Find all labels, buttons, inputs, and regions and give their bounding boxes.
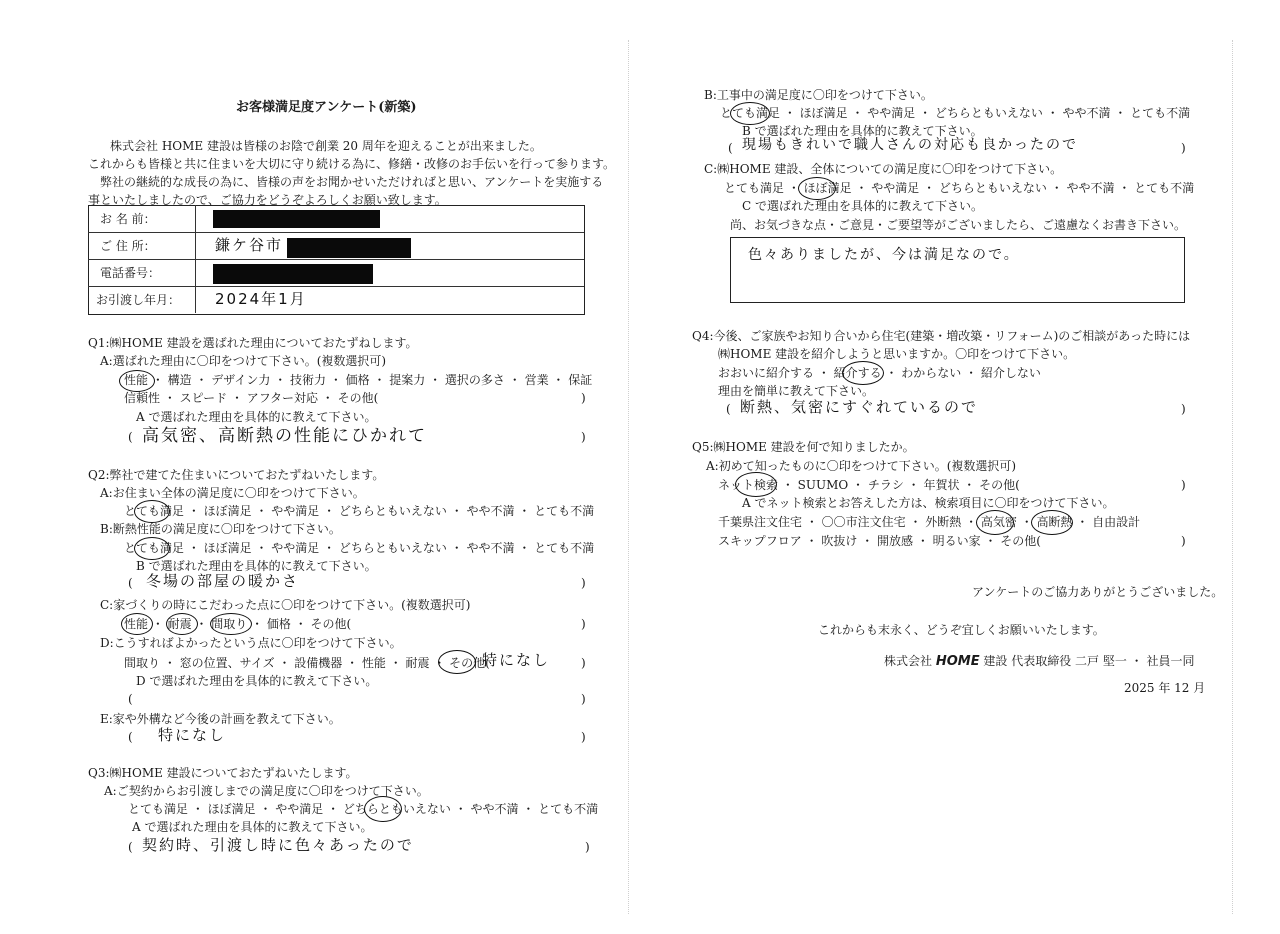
answer-circle-other: [438, 650, 476, 674]
closing-date: 2025 年 12 月: [1124, 681, 1206, 695]
q4-heading-2: ㈱HOME 建設を紹介しようと思いますか。〇印をつけて下さい。: [718, 347, 1076, 361]
closing-thanks: アンケートのご協力ありがとうございました。: [972, 585, 1224, 599]
answer-circle-web-search: [735, 472, 777, 497]
q3c-answer: 色々ありましたが、今は満足なので。: [748, 247, 1020, 263]
q3-a-prompt: A:ご契約からお引渡しまでの満足度に〇印をつけて下さい。: [104, 784, 429, 798]
q2-e-prompt: E:家や外構など今後の計画を教えて下さい。: [100, 712, 341, 726]
q1-options-1: 性能 ・ 構造 ・ デザイン力 ・ 技術力 ・ 価格 ・ 提案力 ・ 選択の多さ ・ 営業 ・ 保証: [124, 373, 593, 387]
answer-circle-very-satisfied: [730, 102, 770, 125]
q2-c-options: 性能 ・ 耐震 ・ 間取り ・ 価格 ・ その他(: [124, 617, 352, 631]
answer-circle-very-satisfied: [134, 537, 170, 560]
redacted-phone: [213, 264, 373, 284]
right-page-edge: [1232, 40, 1233, 914]
close-paren: ): [581, 576, 586, 590]
q1-options-2: 信頼性 ・ スピード ・ アフター対応 ・ その他(: [124, 391, 379, 405]
intro-line: 事といたしましたので、ご協力をどうぞよろしくお願い致します。: [88, 193, 447, 207]
left-page-edge: [628, 40, 629, 914]
answer-circle-airtight: [976, 510, 1014, 535]
q5-keywords-1: 千葉県注文住宅 ・ 〇〇市注文住宅 ・ 外断熱 ・ 高気密 ・ 高断熱 ・ 自由設計: [718, 515, 1141, 529]
open-paren: (: [128, 730, 133, 744]
q4-options: おおいに紹介する ・ 紹介する ・ わからない ・ 紹介しない: [718, 366, 1041, 380]
open-paren: (: [728, 141, 733, 155]
close-paren: ): [581, 692, 586, 706]
close-paren: ): [581, 617, 586, 631]
q2-b-answer: 冬場の部屋の暖かさ: [146, 572, 300, 590]
answer-circle-neutral: [364, 796, 402, 822]
q4-reason-prompt: 理由を簡単に教えて下さい。: [718, 384, 875, 398]
q3c-note: 尚、お気づきな点・ご意見・ご要望等がございましたら、ご遠慮なくお書き下さい。: [730, 218, 1187, 232]
name-label: お 名 前：: [100, 212, 156, 226]
q2-heading: Q2:弊社で建てた住まいについておたずねいたします。: [88, 468, 385, 482]
close-paren: ): [581, 391, 586, 405]
close-paren: ): [585, 840, 590, 854]
q5-sub-prompt: A でネット検索とお答えした方は、検索項目に〇印をつけて下さい。: [742, 496, 1115, 510]
close-paren: ): [581, 656, 586, 670]
q2-d-reason-prompt: D で選ばれた理由を具体的に教えて下さい。: [136, 674, 378, 688]
q2-a-scale: とても満足 ・ ほぼ満足 ・ やや満足 ・ どちらともいえない ・ やや不満 ・ とても不満: [124, 504, 595, 518]
address-value: 鎌ケ谷市: [215, 236, 284, 254]
answer-circle-insulation: [1031, 510, 1073, 535]
q1-reason-prompt: A で選ばれた理由を具体的に教えて下さい。: [136, 410, 377, 424]
redacted-address: [287, 238, 411, 258]
q3-a-scale: とても満足 ・ ほぼ満足 ・ やや満足 ・ どちらともいえない ・ やや不満 ・ とても不満: [128, 802, 599, 816]
q2-b-reason-prompt: B で選ばれた理由を具体的に教えて下さい。: [136, 559, 377, 573]
phone-label: 電話番号：: [100, 266, 161, 280]
q3b-scale: とても満足 ・ ほぼ満足 ・ やや満足 ・ どちらともいえない ・ やや不満 ・ とても不満: [720, 106, 1191, 120]
answer-circle-seismic: [166, 613, 198, 635]
q3b-answer: 現場もきれいで職人さんの対応も良かったので: [742, 137, 1078, 153]
q1-answer: 高気密、高断熱の性能にひかれて: [142, 426, 427, 446]
close-paren: ): [1181, 478, 1186, 492]
company-signature: [884, 654, 1195, 669]
address-label: ご 住 所：: [100, 239, 156, 253]
q1-heading: Q1:㈱HOME 建設を選ばれた理由についておたずねします。: [88, 336, 418, 350]
q2-d-other-answer: 特になし: [482, 651, 551, 669]
answer-circle-performance: [121, 613, 153, 635]
q3-reason-prompt: A で選ばれた理由を具体的に教えて下さい。: [132, 820, 373, 834]
close-paren: ): [1181, 402, 1186, 416]
q3-answer: 契約時、引渡し時に色々あったので: [142, 836, 414, 854]
answer-circle-very-satisfied: [134, 500, 170, 523]
open-paren: (: [128, 576, 133, 590]
company-prefix: 株式会社: [884, 654, 933, 668]
answer-circle-mostly-satisfied: [798, 177, 836, 200]
open-paren: (: [726, 402, 731, 416]
q1-a-prompt: A:選ばれた理由に〇印をつけて下さい。(複数選択可): [100, 354, 387, 368]
answer-circle-recommend: [842, 361, 884, 385]
q4-answer: 断熱、気密にすぐれているので: [740, 398, 979, 416]
answer-circle-performance: [119, 370, 155, 392]
handover-label: お引渡し年月：: [96, 293, 181, 307]
q2-a-prompt: A:お住まい全体の満足度に〇印をつけて下さい。: [100, 486, 365, 500]
survey-title: お客様満足度アンケート(新築): [236, 100, 417, 115]
q2-d-prompt: D:こうすればよかったという点に〇印をつけて下さい。: [100, 636, 402, 650]
q2-b-scale: とても満足 ・ ほぼ満足 ・ やや満足 ・ どちらともいえない ・ やや不満 ・ とても不満: [124, 541, 595, 555]
intro-line: これからも皆様と共に住まいを大切に守り続ける為に、修繕・改修のお手伝いを行って参ります。: [88, 157, 616, 171]
close-paren: ): [1181, 534, 1186, 548]
q4-heading: Q4:今後、ご家族やお知り合いから住宅(建築・増改築・リフォーム)のご相談があった時には: [692, 329, 1191, 343]
company-logo: HOME: [935, 654, 980, 669]
q3c-reason-prompt: C で選ばれた理由を具体的に教えて下さい。: [742, 199, 983, 213]
closing-regards: これからも末永く、どうぞ宜しくお願いいたします。: [818, 623, 1105, 637]
open-paren: (: [128, 692, 133, 706]
open-paren: (: [128, 430, 133, 444]
intro-line: 株式会社 HOME 建設は皆様のお陰で創業 20 周年を迎えることが出来ました。: [110, 139, 542, 153]
q5-options: ネット検索 ・ SUUMO ・ チラシ ・ 年賀状 ・ その他(: [718, 478, 1020, 492]
q3-heading: Q3:㈱HOME 建設についておたずねいたします。: [88, 766, 358, 780]
q2-b-prompt: B:断熱性能の満足度に〇印をつけて下さい。: [100, 522, 341, 536]
handover-value: 2024年1月: [215, 290, 307, 308]
close-paren: ): [581, 730, 586, 744]
close-paren: ): [1181, 141, 1186, 155]
company-suffix: 建設 代表取締役 二戸 堅一 ・ 社員一同: [983, 654, 1195, 668]
q3b-prompt: B:工事中の満足度に〇印をつけて下さい。: [704, 88, 933, 102]
q2-e-answer: 特になし: [158, 726, 227, 744]
q5-a-prompt: A:初めて知ったものに〇印をつけて下さい。(複数選択可): [706, 459, 1017, 473]
q2-d-options: 間取り ・ 窓の位置、サイズ ・ 設備機器 ・ 性能 ・ 耐震 ・ その他(: [124, 656, 490, 670]
redacted-name: [213, 210, 380, 228]
answer-circle-floor-plan: [210, 613, 252, 635]
q5-keywords-2: スキップフロア ・ 吹抜け ・ 開放感 ・ 明るい家 ・ その他(: [718, 534, 1041, 548]
q5-heading: Q5:㈱HOME 建設を何で知りましたか。: [692, 440, 915, 454]
intro-line: 弊社の継続的な成長の為に、皆様の声をお聞かせいただければと思い、アンケートを実施する: [100, 175, 604, 189]
q3c-prompt: C:㈱HOME 建設、全体についての満足度に〇印をつけて下さい。: [704, 162, 1063, 176]
q3b-reason-prompt: B で選ばれた理由を具体的に教えて下さい。: [742, 124, 983, 138]
q2-c-prompt: C:家づくりの時にこだわった点に〇印をつけて下さい。(複数選択可): [100, 598, 471, 612]
close-paren: ): [581, 430, 586, 444]
open-paren: (: [128, 840, 133, 854]
q3c-scale: とても満足 ・ ほぼ満足 ・ やや満足 ・ どちらともいえない ・ やや不満 ・ とても不満: [724, 181, 1195, 195]
